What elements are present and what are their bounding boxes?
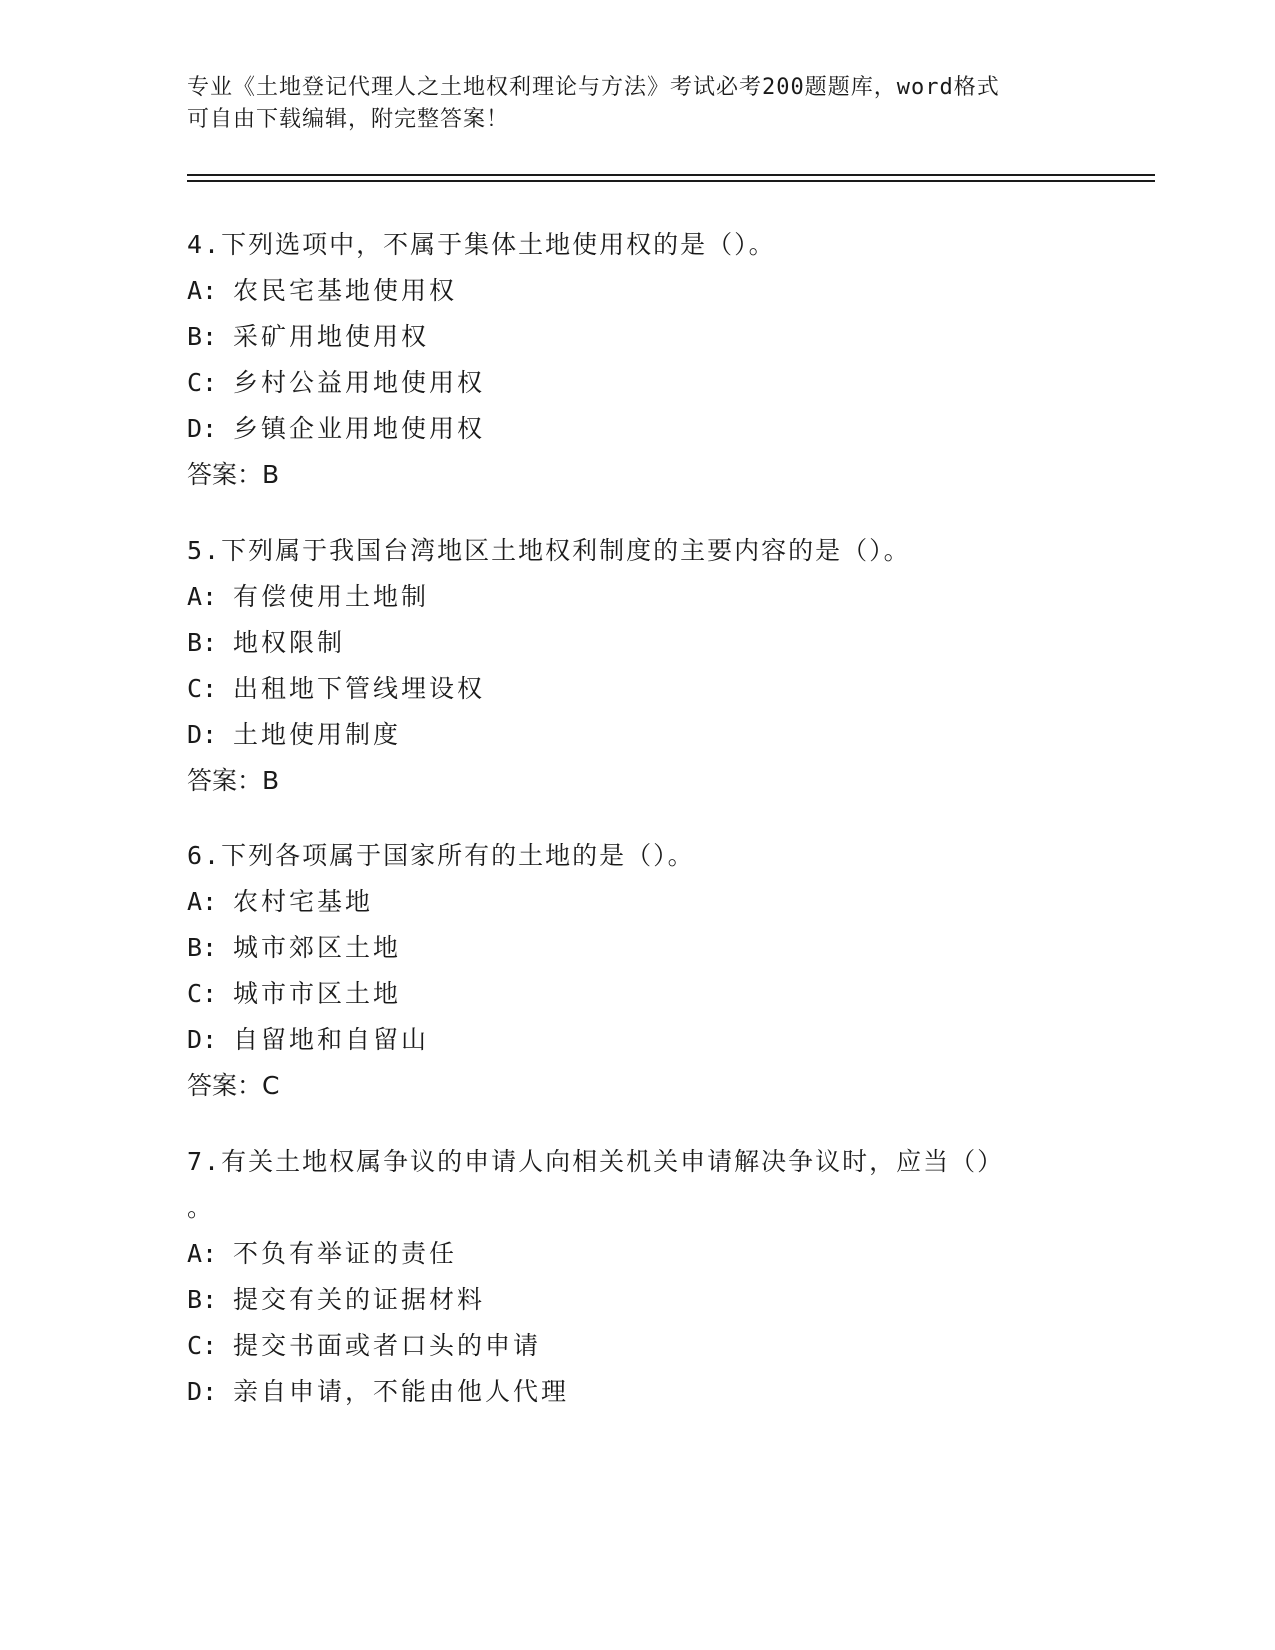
answer-line: 答案：B — [187, 460, 280, 489]
option-text: 自留地和自留山 — [233, 1025, 430, 1054]
option-a — [187, 275, 1087, 307]
option-letter: C: — [187, 368, 218, 397]
option-text: 乡村公益用地使用权 — [233, 368, 486, 397]
answer-line: 答案：B — [187, 766, 280, 795]
option-text: 采矿用地使用权 — [233, 322, 430, 351]
option-text: 农民宅基地使用权 — [233, 276, 458, 305]
option-b — [187, 932, 1087, 964]
question-stem-continuation: 。 — [187, 1193, 213, 1222]
option-a — [187, 886, 1087, 918]
question-stem: 4.下列选项中，不属于集体土地使用权的是（）。 — [187, 230, 776, 259]
option-letter: D: — [187, 720, 218, 749]
option-d — [187, 1376, 1087, 1408]
option-text: 乡镇企业用地使用权 — [233, 414, 486, 443]
question-7 — [187, 1146, 1087, 1408]
question-6 — [187, 840, 1087, 1102]
option-c — [187, 1330, 1087, 1362]
option-letter: B: — [187, 322, 218, 351]
answer-line: 答案：C — [187, 1071, 280, 1100]
option-d — [187, 413, 1087, 445]
option-letter: C: — [187, 1331, 218, 1360]
option-letter: B: — [187, 1285, 218, 1314]
option-text: 亲自申请，不能由他人代理 — [233, 1377, 570, 1406]
option-text: 不负有举证的责任 — [233, 1239, 458, 1268]
question-stem: 6.下列各项属于国家所有的土地的是（）。 — [187, 841, 695, 870]
option-letter: B: — [187, 933, 218, 962]
option-letter: C: — [187, 674, 218, 703]
option-c — [187, 978, 1087, 1010]
option-letter: D: — [187, 1025, 218, 1054]
option-d — [187, 1024, 1087, 1056]
option-letter: A: — [187, 582, 218, 611]
header-divider-top — [187, 174, 1155, 176]
option-d — [187, 719, 1087, 751]
option-letter: A: — [187, 887, 218, 916]
option-text: 提交有关的证据材料 — [233, 1285, 486, 1314]
option-c — [187, 673, 1087, 705]
option-text: 提交书面或者口头的申请 — [233, 1331, 542, 1360]
question-stem: 7.有关土地权属争议的申请人向相关机关申请解决争议时，应当（） — [187, 1147, 1005, 1176]
option-b — [187, 321, 1087, 353]
option-a — [187, 1238, 1087, 1270]
option-text: 城市郊区土地 — [233, 933, 402, 962]
option-letter: C: — [187, 979, 218, 1008]
question-stem: 5.下列属于我国台湾地区土地权利制度的主要内容的是（）。 — [187, 536, 911, 565]
option-b — [187, 627, 1087, 659]
header-divider-bottom — [187, 180, 1155, 182]
document-header — [187, 72, 1067, 136]
option-letter: A: — [187, 1239, 218, 1268]
option-text: 地权限制 — [233, 628, 346, 657]
question-4 — [187, 229, 1087, 491]
question-5 — [187, 535, 1087, 797]
header-line-2: 可自由下载编辑，附完整答案！ — [187, 107, 510, 132]
option-text: 土地使用制度 — [233, 720, 402, 749]
option-letter: D: — [187, 414, 218, 443]
header-line-1: 专业《土地登记代理人之土地权利理论与方法》考试必考200题题库，word格式 — [187, 75, 1000, 100]
option-text: 农村宅基地 — [233, 887, 374, 916]
option-text: 城市市区土地 — [233, 979, 402, 1008]
option-text: 出租地下管线埋设权 — [233, 674, 486, 703]
option-letter: A: — [187, 276, 218, 305]
option-letter: B: — [187, 628, 218, 657]
option-a — [187, 581, 1087, 613]
option-text: 有偿使用土地制 — [233, 582, 430, 611]
option-letter: D: — [187, 1377, 218, 1406]
option-c — [187, 367, 1087, 399]
option-b — [187, 1284, 1087, 1316]
